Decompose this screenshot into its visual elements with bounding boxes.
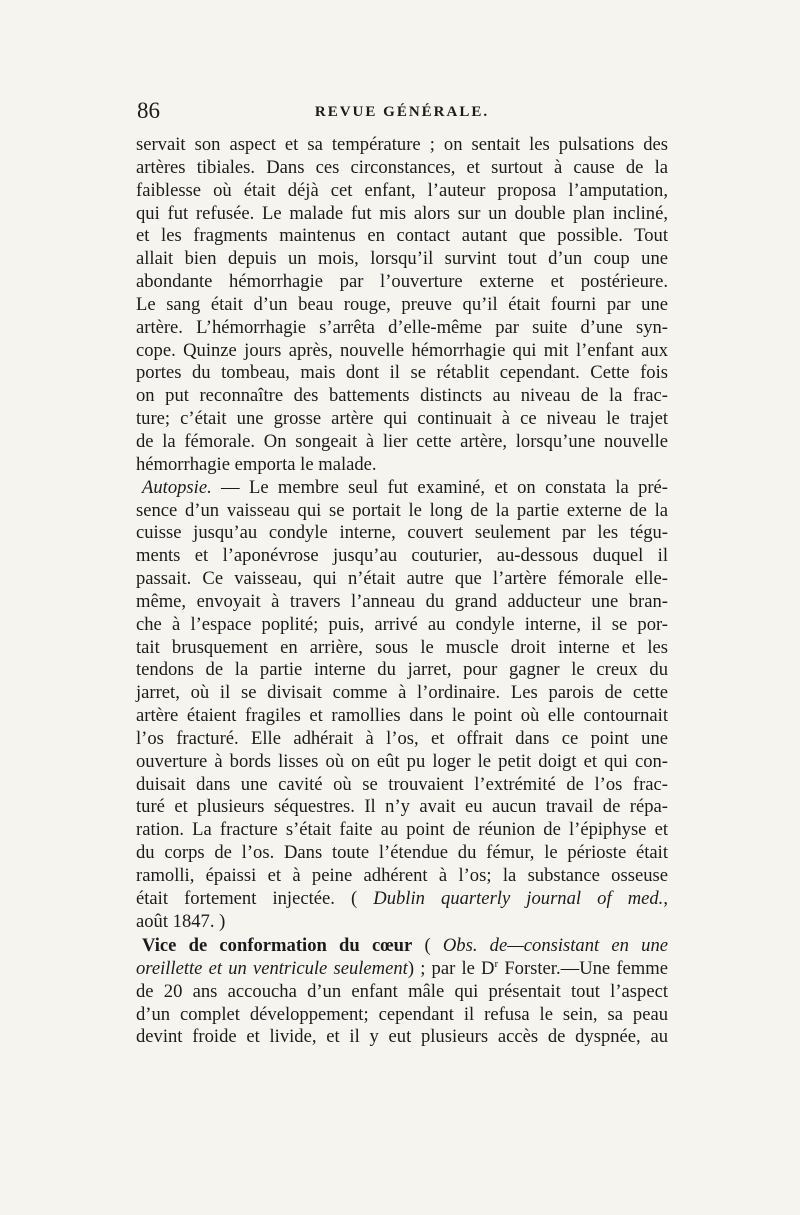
text-line: de la fémorale. On songeait à lier cette artère, lorsqu’une nouvelle: [136, 430, 668, 452]
text-line: l’os fracturé. Elle adhérait à l’os, et offrait dans ce point une: [136, 727, 668, 749]
section-vice-de-conformation: [136, 935, 668, 1049]
heading-italic-cont: oreillette et un ventricule seulement: [136, 957, 408, 979]
reference-pre: était fortement injectée. (: [136, 887, 374, 909]
text-line: et les fragments maintenus en contact autant que possible. Tout: [136, 225, 668, 247]
running-title: REVUE GÉNÉRALE.: [314, 104, 490, 120]
text-line: qui fut refusée. Le malade fut mis alors sur un double plan incliné,: [136, 202, 668, 224]
section-heading-line: [136, 935, 668, 958]
reference-post: ,: [663, 887, 668, 909]
text-line: passait. Ce vaisseau, qui n’était autre que l’artère fémorale elle-: [136, 568, 668, 590]
text-line: ments et l’aponévrose jusqu’au couturier, au-dessous duquel il: [136, 545, 668, 567]
text-line: cope. Quinze jours après, nouvelle hémorrhagie qui mit l’enfant aux: [136, 339, 668, 361]
text-line: hémorrhagie emporta le malade.: [136, 453, 377, 475]
text-line: artère étaient fragiles et ramollies dans le point où elle contournait: [136, 705, 668, 727]
text-line: faiblesse où était déjà cet enfant, l’auteur proposa l’amputation,: [136, 179, 668, 201]
body-text: [136, 134, 668, 934]
author-prefix: ) ; par le D: [407, 957, 495, 979]
page-number: 86: [137, 98, 160, 123]
text-line: sence d’un vaisseau qui se portait le long de la partie externe de la: [136, 499, 668, 521]
text-line: jarret, où il se divisait comme à l’ordinaire. Les parois de cette: [136, 682, 668, 704]
text-line: artères tibiales. Dans ces circonstances, et surtout à cause de la: [136, 156, 668, 178]
text-line: tendons de la partie interne du jarret, pour gagner le creux du: [136, 659, 668, 681]
text-line: ouverture à bords lisses où on eût pu loger le petit doigt et qui con-: [136, 750, 668, 772]
text-line: tait brusquement en arrière, sous le muscle droit interne et les: [136, 636, 668, 658]
section-heading: Vice de conformation du cœur: [142, 935, 413, 956]
page-header: [137, 98, 667, 128]
autopsie-label: Autopsie.: [142, 476, 212, 498]
text-line: ramolli, épaissi et à peine adhérent à l’os; la substance osseuse: [136, 865, 668, 886]
text-line: duisait dans une cavité où se trouvaient l’extrémité de l’os frac-: [136, 773, 668, 795]
text-line: on put reconnaître des battements distincts au niveau de la frac-: [136, 385, 668, 407]
reference-date: août 1847. ): [136, 910, 226, 932]
text-line: turé et plusieurs séquestres. Il n’y avait eu aucun travail de répa-: [136, 796, 668, 818]
text-line: de 20 ans accoucha d’un enfant mâle qui présentait tout l’aspect: [136, 980, 668, 1002]
text-line: portes du tombeau, mais dont il se rétablit cependant. Cette fois: [136, 362, 668, 384]
text-line: ture; c’était une grosse artère qui continuait à ce niveau le trajet: [136, 408, 668, 430]
author-rest: Forster.—Une femme: [498, 957, 668, 979]
heading-paren: (: [412, 935, 443, 956]
text-line: du corps de l’os. Dans toute l’étendue du fémur, le périoste était: [136, 842, 668, 864]
text-line: même, envoyait à travers l’anneau du grand adducteur une bran-: [136, 590, 668, 612]
text-line: cuisse jusqu’au condyle interne, couvert seulement par les tégu-: [136, 522, 668, 544]
heading-italic: Obs. de—consistant en une: [442, 935, 668, 956]
text-line: servait son aspect et sa température ; on sentait les pulsations des: [136, 134, 668, 155]
text-line: ration. La fracture s’était faite au point de réunion de l’épiphyse et: [136, 819, 668, 841]
text-line: allait bien depuis un mois, lorsqu’il survint tout d’un coup une: [136, 248, 668, 270]
text-line: artère. L’hémorrhagie s’arrêta d’elle-même par suite d’une syn-: [136, 316, 668, 338]
text-line: abondante hémorrhagie par l’ouverture externe et postérieure.: [136, 271, 668, 293]
text-line: che à l’espace poplité; puis, arrivé au condyle interne, il se por-: [136, 613, 668, 635]
reference-line: [136, 888, 668, 911]
text-line: Le sang était d’un beau rouge, preuve qu’il était fourni par une: [136, 293, 668, 315]
autopsie-first-line: [136, 477, 668, 500]
text-line: devint froide et livide, et il y eut plusieurs accès de dyspnée, au: [136, 1026, 668, 1048]
section-line-2: [136, 958, 668, 981]
autopsie-first-line-text: — Le membre seul fut examiné, et on constata la pré-: [211, 476, 668, 498]
doctor-superscript: r: [494, 957, 499, 970]
text-line: d’un complet développement; cependant il refusa le sein, sa peau: [136, 1003, 668, 1025]
journal-reference: Dublin quarterly journal of med.: [373, 887, 664, 909]
